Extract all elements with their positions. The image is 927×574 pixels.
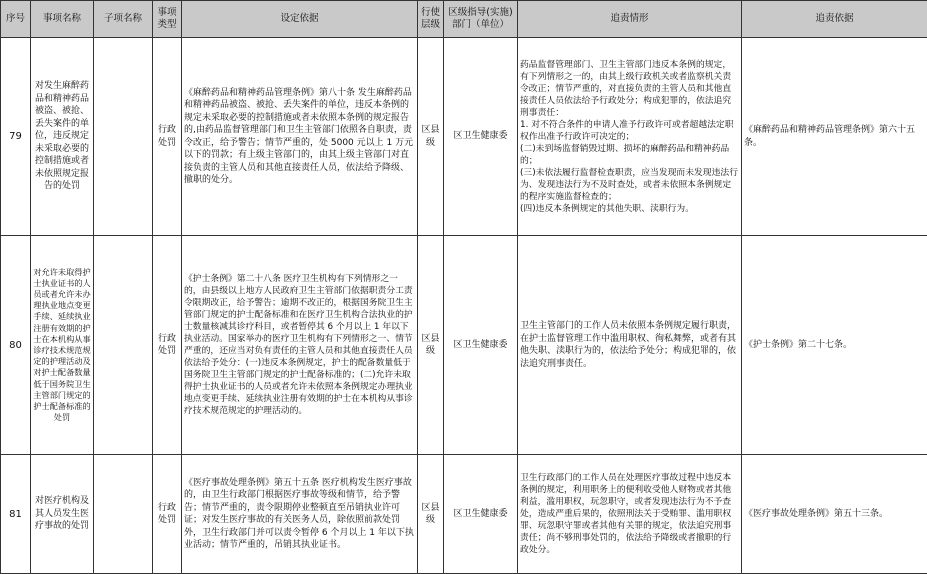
cell-sub-item [94, 455, 153, 574]
cell-seq: 80 [1, 236, 31, 455]
cell-liability: 药品监督管理部门、卫生主管部门违反本条例的规定，有下列情形之一的，由其上级行政机关或者监察机关责令改正；情节严重的，对直接负责的主管人员和其他直接责任人员依法给予行政处分；构成犯罪的，依法追究刑事责任： 1. 对不符合条件的申请人准予行政许可或者超越法定职权作出准予行政许可决定的； (二)未到场监督销毁过期、损坏的麻醉药品和精神药品的； (三)未依法履行监督检查职责，应当发现而未发现违法行为、发现违法行为不及时查处，或者未依照本条例规定的程序实施监督检查的； (四)违反本条例规定的其他失职、渎职行为。 [518, 38, 742, 236]
cell-seq: 81 [1, 455, 31, 574]
header-liability: 追责情形 [518, 1, 742, 38]
header-item-type: 事项类型 [153, 1, 182, 38]
cell-item-name: 对医疗机构及其人员发生医疗事故的处罚 [31, 455, 94, 574]
cell-item-type: 行政处罚 [153, 455, 182, 574]
table-row [1, 38, 927, 236]
cell-dept: 区卫生健康委 [444, 38, 518, 236]
cell-sub-item [94, 38, 153, 236]
header-sub-item: 子项名称 [94, 1, 153, 38]
cell-level: 区县级 [418, 236, 444, 455]
cell-basis: 《麻醉药品和精神药品管理条例》第八十条 发生麻醉药品和精神药品被盗、被抢、丢失案件的单位，违反本条例的规定未采取必要的控制措施或者未依照本条例的规定报告的,由药品监督管理部门和卫生主管部门依照各自职责，责令改正，给予警告；情节严重的，处 5000 元以上 1 万元以下的罚款；有上级主管部门的，由其上级主管部门对直接负责的主管人员和其他直接责任人员，依法给予降级、撤职的处分。 [182, 38, 418, 236]
cell-item-name: 对发生麻醉药品和精神药品被盗、被抢、丢失案件的单位，违反规定未采取必要的控制措施或者未依照规定报告的处罚 [31, 38, 94, 236]
cell-level: 区县级 [418, 455, 444, 574]
cell-basis: 《医疗事故处理条例》第五十五条 医疗机构发生医疗事故的，由卫生行政部门根据医疗事故等级和情节，给予警告；情节严重的，责令限期停业整顿直至吊销执业许可证；对发生医疗事故的有关医务人员，除依照前款处罚外，卫生行政部门并可以责令暂停 6 个月以上 1 年以下执业活动；情节严重的，吊销其执业证书。 [182, 455, 418, 574]
header-row [1, 1, 927, 38]
header-basis: 设定依据 [182, 1, 418, 38]
cell-liability: 卫生行政部门的工作人员在处理医疗事故过程中违反本条例的规定，利用职务上的便利收受他人财物或者其他利益，滥用职权，玩忽职守，或者发现违法行为不予查处，造成严重后果的，依照刑法关于受贿罪、滥用职权罪、玩忽职守罪或者其他有关罪的规定，依法追究刑事责任；尚不够刑事处罚的，依法给予降级或者撤职的行政处分。 [518, 455, 742, 574]
cell-dept: 区卫生健康委 [444, 455, 518, 574]
header-dept: 区级指导(实施)部门（单位） [444, 1, 518, 38]
header-liability-basis: 追责依据 [742, 1, 927, 38]
header-seq: 序号 [1, 1, 31, 38]
cell-liability-basis: 《医疗事故处理条例》第五十三条。 [742, 455, 927, 574]
header-level: 行使层级 [418, 1, 444, 38]
table-row [1, 455, 927, 574]
cell-item-name: 对允许未取得护士执业证书的人员或者允许未办理执业地点变更手续、延续执业注册有效期的护士在本机构从事诊疗技术规范规定的护理活动及对护士配备数量低于国务院卫生主管部门规定的护士配备标准的处罚 [31, 236, 94, 455]
cell-liability-basis: 《护士条例》第二十七条。 [742, 236, 927, 455]
cell-dept: 区卫生健康委 [444, 236, 518, 455]
table-row [1, 236, 927, 455]
cell-liability: 卫生主管部门的工作人员未依照本条例规定履行职责，在护士监督管理工作中滥用职权、徇私舞弊，或者有其他失职、渎职行为的，依法给予处分；构成犯罪的，依法追究刑事责任。 [518, 236, 742, 455]
cell-item-type: 行政处罚 [153, 38, 182, 236]
cell-liability-basis: 《麻醉药品和精神药品管理条例》第六十五条。 [742, 38, 927, 236]
cell-seq: 79 [1, 38, 31, 236]
cell-sub-item [94, 236, 153, 455]
cell-item-type: 行政处罚 [153, 236, 182, 455]
cell-level: 区县级 [418, 38, 444, 236]
cell-basis: 《护士条例》第二十八条 医疗卫生机构有下列情形之一的，由县级以上地方人民政府卫生主管部门依据职责分工责令限期改正，给予警告；逾期不改正的，根据国务院卫生主管部门规定的护士配备标准和在医疗卫生机构合法执业的护士数量核减其诊疗科目，或者暂停其 6 个月以上 1 年以下执业活动。国家举办的医疗卫生机构有下列情形之一、情节严重的，还应当对负有责任的主管人员和其他直接责任人员依法给予处分：(一)违反本条例规定，护士的配备数量低于国务院卫生主管部门规定的护士配备标准的；(二)允许未取得护士执业证书的人员或者允许未依照本条例规定办理执业地点变更手续、延续执业注册有效期的护士在本机构从事诊疗技术规范规定的护理活动的。 [182, 236, 418, 455]
header-item-name: 事项名称 [31, 1, 94, 38]
